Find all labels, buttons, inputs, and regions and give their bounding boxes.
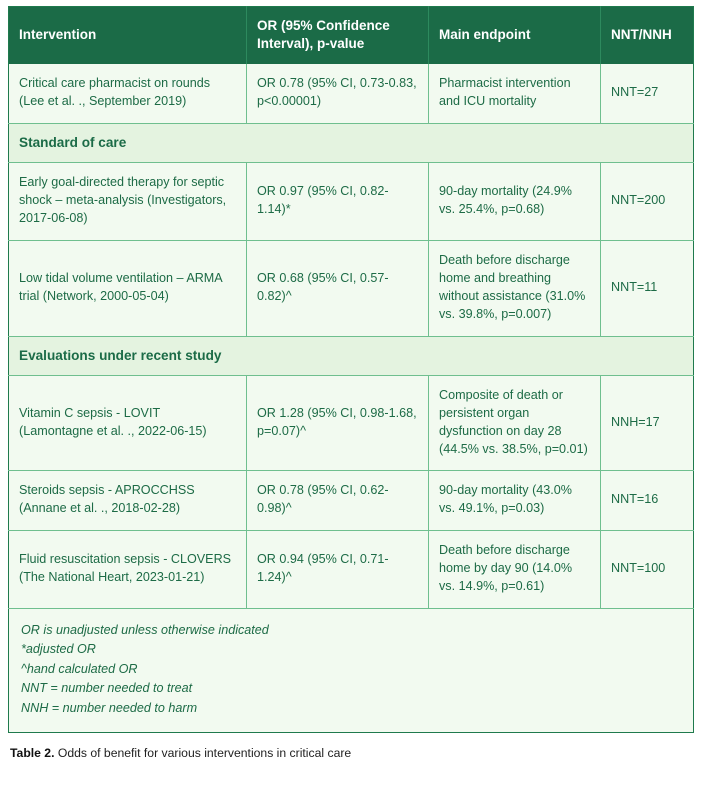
footnote-line: ^hand calculated OR xyxy=(21,661,138,676)
cell-or: OR 0.78 (95% CI, 0.73-0.83, p<0.00001) xyxy=(247,64,429,123)
table-body xyxy=(9,64,694,732)
table-header xyxy=(9,7,694,65)
cell-intervention: Early goal-directed therapy for septic shock – meta-analysis (Investigators, 2017-06-08) xyxy=(9,163,247,241)
section-label-evaluations-under-recent-study: Evaluations under recent study xyxy=(9,336,694,375)
cell-nnh: NNH=17 xyxy=(601,375,694,471)
cell-nnt: NNT=200 xyxy=(601,163,694,241)
cell-intervention: Fluid resuscitation sepsis - CLOVERS (The National Heart, 2023-01-21) xyxy=(9,531,247,609)
table-section-row xyxy=(9,336,694,375)
column-header-or-ci-pvalue: OR (95% Confidence Interval), p-value xyxy=(247,7,429,65)
cell-or: OR 1.28 (95% CI, 0.98-1.68, p=0.07)^ xyxy=(247,375,429,471)
cell-intervention: Steroids sepsis - APROCCHSS (Annane et al. ., 2018-02-28) xyxy=(9,471,247,531)
cell-intervention: Vitamin C sepsis - LOVIT (Lamontagne et al. ., 2022-06-15) xyxy=(9,375,247,471)
footnote-line: OR is unadjusted unless otherwise indicated xyxy=(21,622,269,637)
cell-or: OR 0.97 (95% CI, 0.82-1.14)* xyxy=(247,163,429,241)
column-header-main-endpoint: Main endpoint xyxy=(429,7,601,65)
cell-nnt: NNT=11 xyxy=(601,241,694,337)
caption-text: Odds of benefit for various interventions in critical care xyxy=(54,746,352,761)
footnotes-cell xyxy=(9,608,694,733)
caption-label: Table 2. xyxy=(10,746,55,761)
section-label-standard-of-care: Standard of care xyxy=(9,124,694,163)
footnote-line: *adjusted OR xyxy=(21,642,96,657)
cell-intervention: Critical care pharmacist on rounds (Lee et al. ., September 2019) xyxy=(9,64,247,123)
table-row xyxy=(9,64,694,123)
column-header-intervention: Intervention xyxy=(9,7,247,65)
cell-or: OR 0.78 (95% CI, 0.62-0.98)^ xyxy=(247,471,429,531)
table-row xyxy=(9,471,694,531)
cell-or: OR 0.68 (95% CI, 0.57-0.82)^ xyxy=(247,241,429,337)
table-row xyxy=(9,375,694,471)
table-caption xyxy=(8,746,693,760)
cell-endpoint: Composite of death or persistent organ dysfunction on day 28 (44.5% vs. 38.5%, p=0.01) xyxy=(429,375,601,471)
odds-of-benefit-table xyxy=(8,6,694,733)
footnote-line: NNH = number needed to harm xyxy=(21,700,198,715)
table-section-row xyxy=(9,124,694,163)
table-footnotes-row xyxy=(9,608,694,733)
cell-endpoint: Death before discharge home and breathing without assistance (31.0% vs. 39.8%, p=0.007) xyxy=(429,241,601,337)
table-row xyxy=(9,241,694,337)
table-row xyxy=(9,531,694,609)
column-header-nnt-nnh: NNT/NNH xyxy=(601,7,694,65)
cell-nnt: NNT=16 xyxy=(601,471,694,531)
cell-endpoint: Death before discharge home by day 90 (14.0% vs. 14.9%, p=0.61) xyxy=(429,531,601,609)
cell-endpoint: Pharmacist intervention and ICU mortality xyxy=(429,64,601,123)
cell-endpoint: 90-day mortality (24.9% vs. 25.4%, p=0.68) xyxy=(429,163,601,241)
cell-intervention: Low tidal volume ventilation – ARMA trial (Network, 2000-05-04) xyxy=(9,241,247,337)
cell-nnt: NNT=100 xyxy=(601,531,694,609)
cell-or: OR 0.94 (95% CI, 0.71-1.24)^ xyxy=(247,531,429,609)
header-row xyxy=(9,7,694,65)
cell-nnt: NNT=27 xyxy=(601,64,694,123)
footnote-line: NNT = number needed to treat xyxy=(21,681,193,696)
cell-endpoint: 90-day mortality (43.0% vs. 49.1%, p=0.03) xyxy=(429,471,601,531)
table-row xyxy=(9,163,694,241)
